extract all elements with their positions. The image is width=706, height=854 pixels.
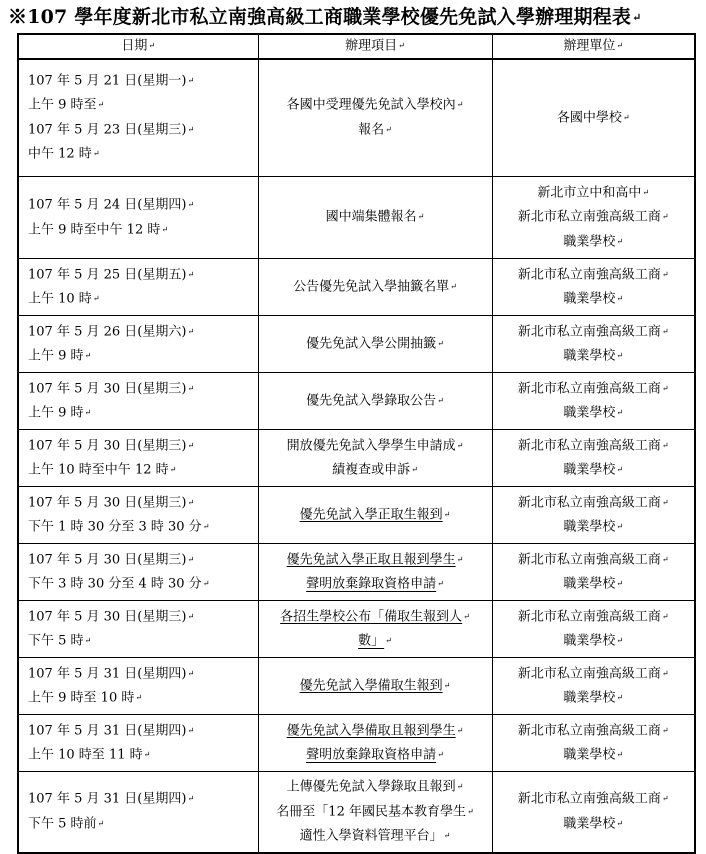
- unit-cell-text: 新北市私立南強高級工商: [517, 324, 661, 339]
- date-cell-line: [28, 69, 258, 94]
- table-row: [18, 601, 695, 658]
- date-cell-line: [28, 787, 258, 812]
- paragraph-mark-icon: ↵: [616, 636, 624, 645]
- paragraph-mark-icon: ↵: [661, 269, 669, 279]
- date-cell-text: 107 年 5 月 30 日(星期三): [28, 552, 187, 567]
- page-title: [8, 4, 704, 30]
- page-title-text: ※107 學年度新北市私立南強高級工商職業學校優先免試入學辦理期程表: [8, 6, 632, 28]
- item-cell: [258, 544, 492, 601]
- unit-cell-text: 職業學校: [563, 348, 616, 364]
- item-cell: [258, 316, 492, 373]
- item-cell-text: 各招生學校公布「備取生報到人: [280, 609, 463, 624]
- date-cell: [18, 316, 258, 373]
- date-cell-line: [28, 287, 258, 312]
- paragraph-mark-icon: ↵: [84, 408, 92, 417]
- paragraph-mark-icon: ↵: [161, 224, 169, 234]
- paragraph-mark-icon: ↵: [661, 440, 669, 450]
- paragraph-mark-icon: ↵: [616, 693, 624, 702]
- table-row: [18, 772, 695, 853]
- date-cell-line: [28, 605, 258, 630]
- paragraph-mark-icon: ↵: [616, 41, 624, 50]
- item-cell-line: [271, 743, 480, 768]
- paragraph-mark-icon: ↵: [187, 725, 195, 735]
- table-row: [18, 487, 695, 544]
- item-cell-text: 國中端集體報名: [325, 209, 417, 225]
- item-cell-text: 數」: [358, 633, 385, 649]
- item-cell-line: [271, 205, 480, 230]
- paragraph-mark-icon: ↵: [92, 294, 100, 303]
- paragraph-mark-icon: ↵: [92, 149, 100, 159]
- paragraph-mark-icon: ↵: [616, 750, 624, 759]
- item-cell-line: [271, 389, 480, 414]
- header-item-label: 辦理項目: [345, 38, 398, 54]
- paragraph-mark-icon: ↵: [187, 440, 195, 450]
- table-row: [18, 259, 695, 316]
- date-cell: [18, 59, 258, 177]
- date-cell-line: [28, 263, 258, 288]
- date-cell-text: 107 年 5 月 31 日(星期四): [28, 723, 187, 738]
- date-cell: [18, 259, 258, 316]
- paragraph-mark-icon: ↵: [632, 11, 642, 24]
- item-cell: [258, 259, 492, 316]
- item-cell-text: 績複查或申訴: [332, 462, 411, 478]
- date-cell-line: [28, 93, 258, 118]
- item-cell: [258, 658, 492, 715]
- date-cell-text: 下午 3 時 30 分至 4 時 30 分: [28, 576, 202, 592]
- paragraph-mark-icon: ↵: [463, 611, 470, 621]
- unit-cell-line: [501, 181, 687, 206]
- item-cell-text: 適性入學資料管理平台」: [299, 828, 443, 844]
- paragraph-mark-icon: ↵: [84, 351, 92, 360]
- date-cell-line: [28, 572, 258, 597]
- paragraph-mark-icon: ↵: [622, 112, 630, 122]
- item-cell-line: [271, 503, 480, 528]
- schedule-table: [17, 33, 696, 854]
- unit-cell-text: 職業學校: [563, 462, 616, 478]
- paragraph-mark-icon: ↵: [661, 554, 669, 564]
- unit-cell-line: [501, 605, 687, 630]
- item-cell: [258, 373, 492, 430]
- unit-cell-line: [501, 515, 687, 540]
- unit-cell-line: [501, 629, 687, 654]
- item-cell-text: 開放優先免試入學學生申請成: [286, 438, 456, 453]
- date-cell: [18, 601, 258, 658]
- paragraph-mark-icon: ↵: [187, 75, 195, 85]
- date-cell-line: [28, 743, 258, 768]
- item-cell-text: 報名: [358, 122, 385, 138]
- unit-cell-line: [501, 106, 687, 131]
- item-cell-text: 優先免試入學備取且報到學生: [286, 723, 456, 738]
- unit-cell-text: 職業學校: [563, 234, 616, 250]
- item-cell: [258, 715, 492, 772]
- date-cell-line: [28, 218, 258, 243]
- paragraph-mark-icon: ↵: [642, 187, 650, 197]
- item-cell-line: [271, 93, 480, 118]
- unit-cell-line: [501, 230, 687, 255]
- unit-cell: [492, 316, 695, 373]
- unit-cell: [492, 59, 695, 177]
- date-cell-line: [28, 662, 258, 687]
- paragraph-mark-icon: ↵: [661, 383, 669, 393]
- paragraph-mark-icon: ↵: [411, 465, 418, 474]
- date-cell-text: 107 年 5 月 23 日(星期三): [28, 122, 187, 138]
- paragraph-mark-icon: ↵: [466, 806, 474, 816]
- unit-cell-line: [501, 458, 687, 483]
- item-cell-text: 優先免試入學正取生報到: [299, 507, 443, 523]
- paragraph-mark-icon: ↵: [437, 750, 444, 759]
- item-cell: [258, 59, 492, 177]
- paragraph-mark-icon: ↵: [661, 611, 669, 621]
- date-cell: [18, 772, 258, 853]
- unit-cell-text: 職業學校: [563, 519, 616, 535]
- date-cell-line: [28, 719, 258, 744]
- date-cell-text: 上午 10 時: [28, 291, 92, 307]
- item-cell: [258, 430, 492, 487]
- date-cell-line: [28, 548, 258, 573]
- unit-cell-text: 職業學校: [563, 405, 616, 421]
- date-cell-line: [28, 320, 258, 345]
- unit-cell-text: 新北市私立南強高級工商: [517, 791, 661, 807]
- table-row: [18, 658, 695, 715]
- paragraph-mark-icon: ↵: [443, 680, 451, 690]
- item-cell-text: 優先免試入學錄取公告: [306, 393, 437, 409]
- unit-cell-line: [501, 287, 687, 312]
- item-cell-text: 上傳優先免試入學錄取且報到: [286, 779, 456, 795]
- item-cell: [258, 772, 492, 853]
- item-cell: [258, 177, 492, 259]
- date-cell-line: [28, 377, 258, 402]
- unit-cell-text: 新北市私立南強高級工商: [517, 267, 661, 282]
- date-cell-text: 上午 9 時: [28, 348, 84, 364]
- paragraph-mark-icon: ↵: [456, 440, 464, 450]
- unit-cell: [492, 601, 695, 658]
- date-cell-text: 下午 5 時: [28, 633, 84, 649]
- table-header-row: [18, 34, 695, 59]
- table-row: [18, 59, 695, 177]
- unit-cell-line: [501, 812, 687, 837]
- date-cell-line: [28, 629, 258, 654]
- paragraph-mark-icon: ↵: [437, 395, 444, 405]
- unit-cell-line: [501, 787, 687, 812]
- paragraph-mark-icon: ↵: [661, 725, 669, 735]
- item-cell-line: [271, 548, 480, 573]
- date-cell-text: 上午 9 時至中午 12 時: [28, 222, 161, 237]
- unit-cell-line: [501, 401, 687, 426]
- date-cell: [18, 430, 258, 487]
- date-cell-line: [28, 401, 258, 426]
- paragraph-mark-icon: ↵: [187, 383, 195, 393]
- item-cell-line: [271, 800, 480, 825]
- date-cell: [18, 715, 258, 772]
- paragraph-mark-icon: ↵: [187, 200, 195, 209]
- unit-cell: [492, 658, 695, 715]
- unit-cell: [492, 177, 695, 259]
- paragraph-mark-icon: ↵: [616, 818, 624, 828]
- date-cell-line: [28, 812, 258, 837]
- unit-cell-line: [501, 344, 687, 369]
- date-cell-text: 中午 12 時: [28, 146, 92, 162]
- unit-cell-line: [501, 686, 687, 711]
- item-cell-line: [271, 775, 480, 800]
- paragraph-mark-icon: ↵: [97, 818, 105, 828]
- paragraph-mark-icon: ↵: [187, 326, 195, 336]
- date-cell-text: 上午 10 時至中午 12 時: [28, 462, 169, 478]
- date-cell: [18, 544, 258, 601]
- paragraph-mark-icon: ↵: [398, 41, 405, 50]
- paragraph-mark-icon: ↵: [187, 611, 195, 621]
- paragraph-mark-icon: ↵: [202, 522, 210, 531]
- item-cell-text: 聲明放棄錄取資格申請: [306, 576, 437, 592]
- header-item: [258, 34, 492, 59]
- date-cell-text: 下午 1 時 30 分至 3 時 30 分: [28, 519, 202, 535]
- paragraph-mark-icon: ↵: [616, 236, 624, 246]
- unit-cell-text: 新北市私立南強高級工商: [517, 209, 661, 225]
- date-cell-text: 107 年 5 月 30 日(星期三): [28, 381, 187, 396]
- unit-cell-text: 新北市私立南強高級工商: [517, 381, 661, 396]
- paragraph-mark-icon: ↵: [202, 579, 210, 588]
- date-cell-text: 107 年 5 月 26 日(星期六): [28, 324, 187, 339]
- unit-cell-line: [501, 662, 687, 687]
- date-cell-text: 107 年 5 月 21 日(星期一): [28, 73, 187, 89]
- paragraph-mark-icon: ↵: [661, 497, 669, 507]
- paragraph-mark-icon: ↵: [456, 554, 464, 564]
- item-cell: [258, 487, 492, 544]
- paragraph-mark-icon: ↵: [187, 554, 195, 564]
- unit-cell-text: 新北市私立南強高級工商: [517, 552, 661, 567]
- paragraph-mark-icon: ↵: [616, 579, 624, 588]
- paragraph-mark-icon: ↵: [616, 522, 624, 531]
- paragraph-mark-icon: ↵: [143, 750, 151, 759]
- unit-cell-text: 新北市私立南強高級工商: [517, 666, 661, 681]
- unit-cell: [492, 373, 695, 430]
- unit-cell-text: 職業學校: [563, 576, 616, 592]
- table-row: [18, 430, 695, 487]
- paragraph-mark-icon: ↵: [187, 269, 195, 279]
- paragraph-mark-icon: ↵: [661, 668, 669, 678]
- item-cell-line: [271, 572, 480, 597]
- paragraph-mark-icon: ↵: [84, 636, 92, 645]
- item-cell-line: [271, 674, 480, 699]
- date-cell-line: [28, 686, 258, 711]
- unit-cell-line: [501, 377, 687, 402]
- item-cell-line: [271, 605, 480, 630]
- paragraph-mark-icon: ↵: [187, 794, 195, 804]
- date-cell-line: [28, 515, 258, 540]
- unit-cell-text: 新北市私立南強高級工商: [517, 495, 661, 510]
- paragraph-mark-icon: ↵: [97, 100, 105, 110]
- paragraph-mark-icon: ↵: [443, 831, 451, 840]
- date-cell-text: 上午 9 時至 10 時: [28, 690, 135, 706]
- paragraph-mark-icon: ↵: [661, 212, 669, 222]
- unit-cell-text: 新北市立中和高中: [537, 185, 642, 201]
- unit-cell-text: 各國中學校: [556, 110, 622, 125]
- date-cell-text: 上午 9 時: [28, 405, 84, 421]
- item-cell-text: 優先免試入學公開抽籤: [306, 336, 437, 352]
- paragraph-mark-icon: ↵: [437, 579, 444, 588]
- date-cell-line: [28, 344, 258, 369]
- date-cell: [18, 177, 258, 259]
- paragraph-mark-icon: ↵: [187, 668, 195, 678]
- unit-cell: [492, 259, 695, 316]
- unit-cell-line: [501, 434, 687, 459]
- table-row: [18, 715, 695, 772]
- date-cell-text: 上午 10 時至 11 時: [28, 747, 143, 763]
- item-cell-line: [271, 719, 480, 744]
- paragraph-mark-icon: ↵: [616, 294, 624, 303]
- unit-cell-text: 職業學校: [563, 816, 616, 832]
- date-cell-line: [28, 491, 258, 516]
- unit-cell: [492, 430, 695, 487]
- paragraph-mark-icon: ↵: [169, 465, 177, 474]
- item-cell-line: [271, 629, 480, 654]
- date-cell-line: [28, 458, 258, 483]
- date-cell-text: 上午 9 時至: [28, 97, 97, 113]
- unit-cell-line: [501, 719, 687, 744]
- date-cell-text: 107 年 5 月 30 日(星期三): [28, 438, 187, 453]
- unit-cell-line: [501, 491, 687, 516]
- unit-cell-text: 新北市私立南強高級工商: [517, 609, 661, 624]
- item-cell-text: 各國中受理優先免試入學校內: [286, 97, 456, 113]
- paragraph-mark-icon: ↵: [616, 408, 624, 417]
- paragraph-mark-icon: ↵: [385, 636, 392, 645]
- unit-cell: [492, 772, 695, 853]
- unit-cell-text: 職業學校: [563, 291, 616, 307]
- header-date: [18, 34, 258, 59]
- date-cell: [18, 373, 258, 430]
- header-unit-label: 辦理單位: [563, 38, 616, 54]
- date-cell-line: [28, 193, 258, 218]
- date-cell-line: [28, 434, 258, 459]
- paragraph-mark-icon: ↵: [661, 794, 669, 804]
- paragraph-mark-icon: ↵: [616, 351, 624, 360]
- unit-cell-line: [501, 320, 687, 345]
- unit-cell-text: 職業學校: [563, 690, 616, 706]
- date-cell-text: 107 年 5 月 30 日(星期三): [28, 609, 187, 624]
- paragraph-mark-icon: ↵: [456, 100, 464, 110]
- table-row: [18, 316, 695, 373]
- paragraph-mark-icon: ↵: [450, 281, 457, 291]
- header-unit: [492, 34, 695, 59]
- paragraph-mark-icon: ↵: [187, 124, 195, 134]
- paragraph-mark-icon: ↵: [187, 497, 195, 507]
- unit-cell-text: 職業學校: [563, 747, 616, 763]
- unit-cell-line: [501, 205, 687, 230]
- unit-cell: [492, 715, 695, 772]
- unit-cell-text: 新北市私立南強高級工商: [517, 438, 661, 453]
- paragraph-mark-icon: ↵: [135, 693, 143, 702]
- unit-cell-text: 職業學校: [563, 633, 616, 649]
- item-cell: [258, 601, 492, 658]
- date-cell-text: 下午 5 時前: [28, 816, 97, 832]
- item-cell-line: [271, 332, 480, 357]
- item-cell-line: [271, 118, 480, 143]
- unit-cell-line: [501, 263, 687, 288]
- date-cell-text: 107 年 5 月 25 日(星期五): [28, 267, 187, 282]
- item-cell-line: [271, 434, 480, 459]
- paragraph-mark-icon: ↵: [437, 338, 444, 348]
- unit-cell-line: [501, 572, 687, 597]
- paragraph-mark-icon: ↵: [385, 124, 392, 134]
- item-cell-line: [271, 458, 480, 483]
- item-cell-text: 公告優先免試入學抽籤名單: [293, 279, 450, 295]
- paragraph-mark-icon: ↵: [443, 509, 451, 519]
- item-cell-line: [271, 275, 480, 300]
- date-cell-text: 107 年 5 月 31 日(星期四): [28, 666, 187, 681]
- unit-cell: [492, 487, 695, 544]
- table-row: [18, 544, 695, 601]
- item-cell-line: [271, 824, 480, 849]
- date-cell-text: 107 年 5 月 24 日(星期四): [28, 197, 187, 213]
- unit-cell: [492, 544, 695, 601]
- date-cell: [18, 658, 258, 715]
- item-cell-text: 優先免試入學備取生報到: [299, 678, 443, 694]
- paragraph-mark-icon: ↵: [616, 465, 624, 474]
- unit-cell-text: 新北市私立南強高級工商: [517, 723, 661, 738]
- paragraph-mark-icon: ↵: [661, 326, 669, 336]
- paragraph-mark-icon: ↵: [456, 725, 464, 735]
- unit-cell-line: [501, 548, 687, 573]
- date-cell: [18, 487, 258, 544]
- date-cell-text: 107 年 5 月 31 日(星期四): [28, 791, 187, 807]
- table-row: [18, 373, 695, 430]
- item-cell-text: 優先免試入學正取且報到學生: [286, 552, 456, 567]
- item-cell-text: 名冊至「12 年國民基本教育學生: [276, 804, 466, 819]
- date-cell-text: 107 年 5 月 30 日(星期三): [28, 495, 187, 510]
- item-cell-text: 聲明放棄錄取資格申請: [306, 747, 437, 763]
- paragraph-mark-icon: ↵: [148, 41, 156, 50]
- unit-cell-line: [501, 743, 687, 768]
- paragraph-mark-icon: ↵: [417, 212, 425, 222]
- header-date-label: 日期: [121, 38, 148, 54]
- schedule-body: [18, 59, 695, 853]
- date-cell-line: [28, 142, 258, 167]
- date-cell-line: [28, 118, 258, 143]
- paragraph-mark-icon: ↵: [456, 782, 464, 791]
- table-row: [18, 177, 695, 259]
